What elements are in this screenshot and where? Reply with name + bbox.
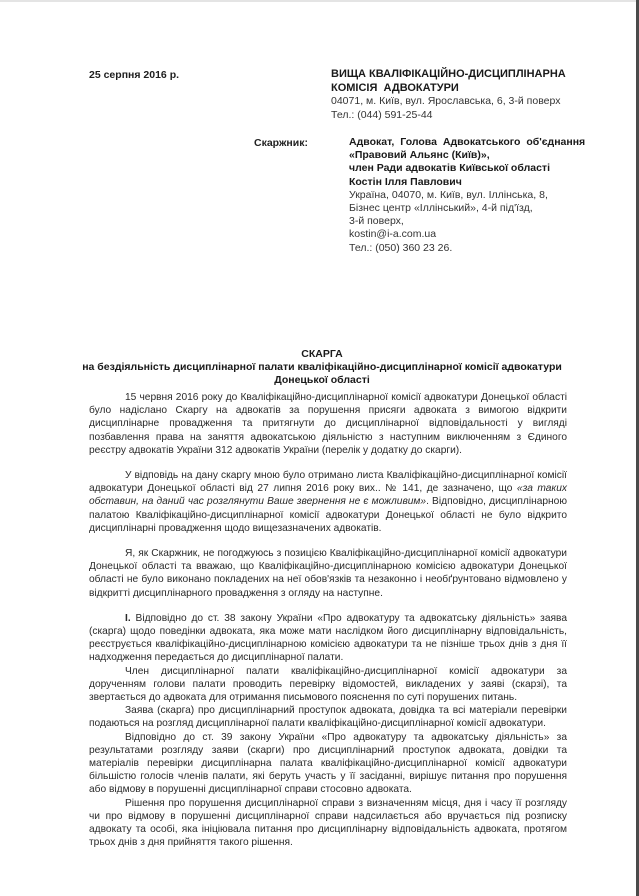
recipient-phone: Тел.: (044) 591-25-44 bbox=[331, 108, 433, 121]
paragraph-7: Відповідно до ст. 39 закону України «Про адвокатуру та адвокатську діяльність» за результатами розгляду заяви (скарги) про дисциплінарний проступок адвоката, довідки та матеріалів перевірки дисциплінарна палата кваліфікаційно-дисциплінарної комісії адвокатури більшістю голосів членів палати, які беруть участь у її засіданні, вирішує питання про порушення або відмову в порушенні дисциплінарної справи стосовно адвоката. bbox=[89, 731, 567, 796]
complainant-line2: «Правовий Альянс (Київ)», bbox=[349, 149, 490, 162]
document-date: 25 серпня 2016 р. bbox=[89, 69, 180, 81]
document-body bbox=[89, 391, 567, 850]
complainant-name: Костін Ілля Павлович bbox=[349, 175, 462, 188]
paragraph-8: Рішення про порушення дисциплінарної справи з визначенням місця, дня і часу її розгляду чи про відмову в порушенні дисциплінарної справи надсилається або вручається під розписку адвокату та особі, яка ініціювала питання про дисциплінарну відповідальність адвоката, протягом трьох днів з дня прийняття такого рішення. bbox=[89, 797, 567, 849]
complainant-line1: Адвокат, Голова Адвокатського об'єднання bbox=[349, 136, 586, 148]
paragraph-4 bbox=[89, 612, 567, 665]
complainant-address1: Україна, 04070, м. Київ, вул. Іллінська, 8, bbox=[349, 188, 548, 201]
complainant-line3: член Ради адвокатів Київської області bbox=[349, 162, 550, 175]
section-marker: I. bbox=[125, 612, 131, 624]
complainant-address3: 3-й поверх, bbox=[349, 215, 404, 228]
complainant-address2: Бізнес центр «Іллінський», 4-й під'їзд, bbox=[349, 202, 533, 215]
document-title bbox=[72, 348, 572, 387]
complainant-block bbox=[349, 136, 585, 255]
paragraph-5: Член дисциплінарної палати кваліфікаційно-дисциплінарної комісії адвокатури за дорученням голови палати проводить перевірку відомостей, викладених у заяві (скарзі), та звертається до адвоката для отримання письмового пояснення по суті порушених питань. bbox=[89, 665, 567, 704]
paragraph-2-text-end: . Відповідно, дисциплінарною палатою Кваліфікаційно-дисциплінарної комісії адвокатури Донецької області не було відкрито дисциплінарні провадження щодо вищезазначених адвокатів. bbox=[89, 496, 567, 534]
paragraph-3: Я, як Скаржник, не погоджуюсь з позицією Кваліфікаційно-дисциплінарної комісії адвокатури Донецької області та вважаю, що Кваліфікаційно-дисциплінарною комісією адвокатури Донецької області не було виконано покладених на неї обов'язків та незаконно і необґрунтовано відмовлено у відкритті дисциплінарного провадження з огляду на наступне. bbox=[89, 548, 567, 599]
complainant-phone: Тел.: (050) 360 23 26. bbox=[349, 241, 453, 254]
recipient-org-line2: КОМІСІЯ АДВОКАТУРИ bbox=[331, 81, 459, 94]
complainant-label: Скаржник: bbox=[254, 137, 308, 149]
title-subtitle-line2: Донецької області bbox=[274, 374, 370, 386]
complainant-email: kostin@i-a.com.ua bbox=[349, 228, 437, 241]
paragraph-2-quote: «за таких обставин, на даний час розглянути Ваше звернення не є можливим» bbox=[89, 483, 567, 508]
recipient-address: 04071, м. Київ, вул. Ярославська, 6, 3-й поверх bbox=[331, 95, 561, 107]
paragraph-2-text-start: У відповідь на дану скаргу мною було отримано листа Кваліфікаційно-дисциплінарної комісії адвокатури Донецької області від 27 липня 2016 року вих.. № 141, де зазначено, що bbox=[89, 470, 567, 495]
paragraph-6: Заява (скарга) про дисциплінарний проступок адвоката, довідка та всі матеріали перевірки подаються на розгляд дисциплінарної палати кваліфікаційно-дисциплінарної комісії адвокатури. bbox=[89, 705, 567, 730]
paragraph-4-text: Відповідно до ст. 38 закону України «Про адвокатуру та адвокатську діяльність» заява (скарга) щодо поведінки адвоката, яка може мати наслідком його дисциплінарну відповідальність, реєструється кваліфікаційно-дисциплінарною комісією адвокатури та не пізніше трьох днів з дня її надходження передається до дисциплінарної палати. bbox=[89, 612, 567, 664]
recipient-block bbox=[331, 68, 566, 122]
title-heading: СКАРГА bbox=[301, 348, 343, 360]
paragraph-1: 15 червня 2016 року до Кваліфікаційно-дисциплінарної комісії адвокатури Донецької області було надіслано Скаргу на адвокатів за порушення присяги адвоката з вимогою відкрити дисциплінарне провадження та притягнути до дисциплінарної відповідальності у вигляді позбавлення права на заняття адвокатською діяльністю з наступним виключенням з Єдиного реєстру адвокатів України 312 адвокатів України (перелік у додатку до скарги). bbox=[89, 392, 567, 456]
title-subtitle-line1: на бездіяльність дисциплінарної палати кваліфікаційно-дисциплінарної комісії адвокатури bbox=[82, 361, 562, 373]
paragraph-2 bbox=[89, 469, 567, 535]
recipient-org-line1: ВИЩА КВАЛІФІКАЦІЙНО-ДИСЦИПЛІНАРНА bbox=[331, 68, 566, 80]
